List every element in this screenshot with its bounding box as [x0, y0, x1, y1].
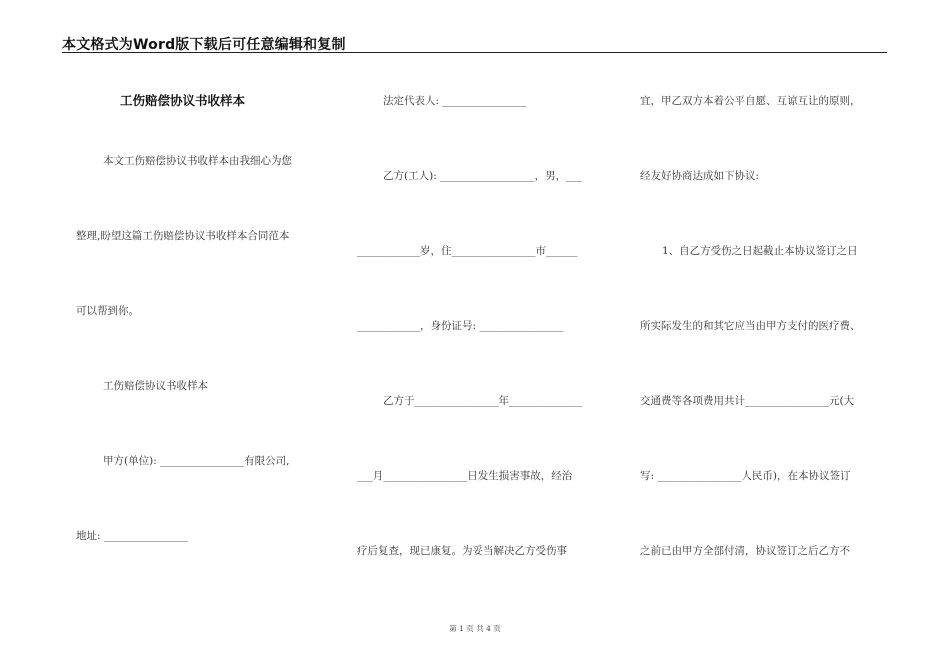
paragraph-line: 所实际发生的和其它应当由甲方支付的医疗费、	[640, 320, 861, 332]
paragraph-line: 写: ________________人民币)，在本协议签订	[640, 470, 851, 482]
party-b-line: 乙方(工人): __________________，男，___	[383, 170, 582, 182]
paragraph-line: 之前已由甲方全部付清，协议签订之后乙方不	[640, 545, 850, 557]
header-divider	[62, 52, 887, 53]
document-header: 本文格式为Word版下载后可任意编辑和复制	[62, 37, 346, 53]
section-heading: 工伤赔偿协议书收样本	[103, 380, 208, 392]
paragraph-line: 疗后复查，现已康复。为妥当解决乙方受伤事	[357, 545, 567, 557]
address-line: 地址: ________________	[76, 530, 188, 542]
paragraph-line: 可以帮到你。	[76, 305, 139, 317]
paragraph-line: 经友好协商达成如下协议:	[640, 170, 760, 182]
paragraph-line: 宜，甲乙双方本着公平自愿、互谅互让的原则，	[640, 95, 861, 107]
paragraph-line: 本文工伤赔偿协议书收样本由我细心为您	[103, 155, 292, 167]
paragraph-line: 交通费等各项费用共计________________元(大	[640, 395, 855, 407]
paragraph-line: ___月________________日发生损害事故，经治	[357, 470, 573, 482]
party-a-line: 甲方(单位): ________________有限公司,	[103, 455, 290, 467]
page-number: 第 1 页 共 4 页	[449, 624, 501, 633]
clause-line: 1、自乙方受伤之日起截止本协议签订之日	[662, 245, 858, 257]
paragraph-line: 整理,盼望这篇工伤赔偿协议书收样本合同范本	[76, 230, 290, 242]
legal-representative-line: 法定代表人: ________________	[383, 95, 527, 107]
document-title: 工伤赔偿协议书收样本	[120, 93, 246, 108]
paragraph-line: ____________岁，住________________市______	[357, 245, 578, 257]
paragraph-line: ____________，身份证号: ________________	[357, 320, 564, 332]
paragraph-line: 乙方于________________年______________	[383, 395, 583, 407]
